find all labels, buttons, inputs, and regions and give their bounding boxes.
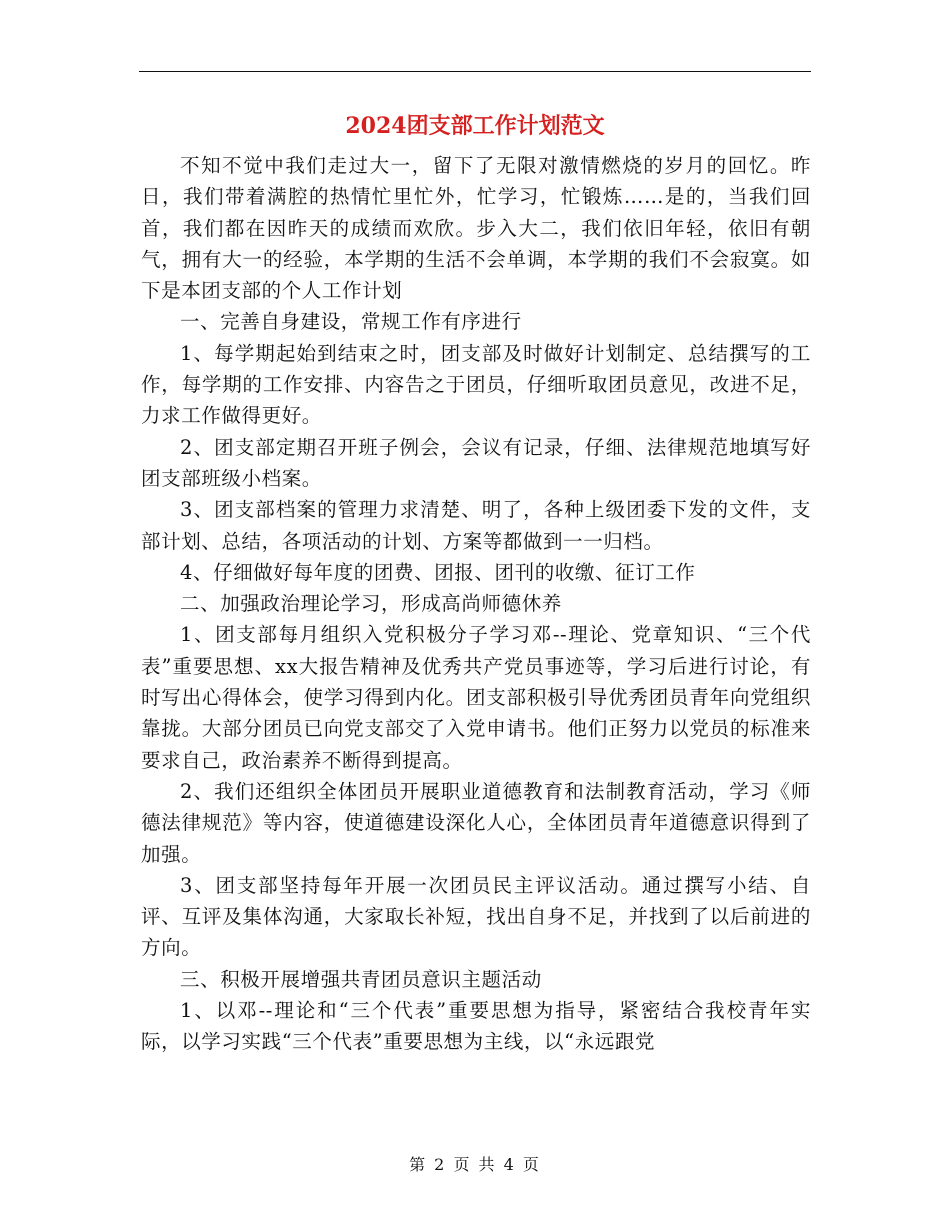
section-heading-2: 二、加强政治理论学习，形成高尚师德休养 xyxy=(180,592,562,616)
section-1-item-2: 2、团支部定期召开班子例会，会议有记录，仔细、法律规范地填写好团支部班级小档案。 xyxy=(141,435,811,490)
document-body xyxy=(141,150,811,1058)
header-rule xyxy=(139,71,811,72)
section-1-item-3: 3、团支部档案的管理力求清楚、明了，各种上级团委下发的文件，支部计划、总结，各项活动的计划、方案等都做到一一归档。 xyxy=(141,498,811,553)
section-heading-3: 三、积极开展增强共青团员意识主题活动 xyxy=(180,967,542,991)
section-2-item-1: 1、团支部每月组织入党积极分子学习邓--理论、党章知识、“三个代表”重要思想、xx大报告精神及优秀共产党员事迹等，学习后进行讨论，有时写出心得体会，使学习得到内化。团支部积极引导优秀团员青年向党组织靠拢。大部分团员已向党支部交了入党申请书。他们正努力以党员的标准来要求自己，政治素养不断得到提高。 xyxy=(141,623,811,772)
intro-paragraph: 不知不觉中我们走过大一，留下了无限对激情燃烧的岁月的回忆。昨日，我们带着满腔的热情忙里忙外，忙学习，忙锻炼……是的，当我们回首，我们都在因昨天的成绩而欢欣。步入大二，我们依旧年轻，依旧有朝气，拥有大一的经验，本学期的生活不会单调，本学期的我们不会寂寞。如下是本团支部的个人工作计划 xyxy=(141,154,811,303)
section-1-item-1: 1、每学期起始到结束之时，团支部及时做好计划制定、总结撰写的工作，每学期的工作安排、内容告之于团员，仔细听取团员意见，改进不足，力求工作做得更好。 xyxy=(141,341,811,428)
document-title: 2024团支部工作计划范文 xyxy=(345,113,605,139)
page-footer: 第 2 页 共 4 页 xyxy=(409,1155,541,1174)
section-2-item-3: 3、团支部坚持每年开展一次团员民主评议活动。通过撰写小结、自评、互评及集体沟通，大家取长补短，找出自身不足，并找到了以后前进的方向。 xyxy=(141,873,811,960)
section-1-item-4: 4、仔细做好每年度的团费、团报、团刊的收缴、征订工作 xyxy=(180,560,696,584)
section-2-item-2: 2、我们还组织全体团员开展职业道德教育和法制教育活动，学习《师德法律规范》等内容，使道德建设深化人心，全体团员青年道德意识得到了加强。 xyxy=(141,779,811,866)
section-3-item-1: 1、以邓--理论和“三个代表”重要思想为指导，紧密结合我校青年实际，以学习实践“三个代表”重要思想为主线，以“永远跟党 xyxy=(141,999,811,1054)
section-heading-1: 一、完善自身建设，常规工作有序进行 xyxy=(180,310,522,334)
